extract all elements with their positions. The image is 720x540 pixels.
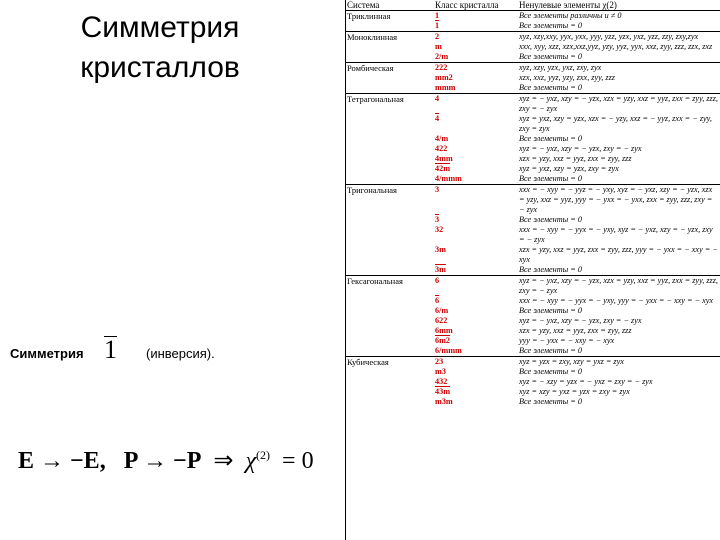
elements-cell: xzx = yzy, xxz = yyz, zxx = zyy, zzz [519, 154, 632, 163]
class-cell: 4 [435, 114, 440, 123]
elements-cell: Все элементы = 0 [519, 215, 582, 224]
elements-cell: xyz, xzy, yzx, yxz, zxy, zyx [517, 63, 720, 74]
table-row [345, 276, 720, 297]
table-row [345, 134, 720, 144]
class-cell: 3m [435, 265, 446, 274]
formula-chi: χ [245, 448, 257, 474]
system-cell: Ромбическая [345, 63, 433, 74]
elements-cell: xyz, xzy,xxy, yyx, yxx, yyy, yzz, yzx, yxz, yzz, zzy, zxy,zyx [517, 32, 720, 43]
table-row [345, 94, 720, 115]
table-row [345, 245, 720, 265]
elements-cell: xyz = xzy = yxz = yzx = zxy = zyx [519, 387, 630, 396]
system-cell: Тригональная [345, 185, 433, 216]
table-row [345, 154, 720, 164]
elements-cell: xyz = yxz, xzy = yzx, zxy = zyx [519, 164, 619, 173]
table-row [345, 225, 720, 245]
class-cell: 6/mmm [435, 346, 462, 355]
table-row [345, 367, 720, 377]
class-cell: 2 [433, 32, 517, 43]
table-row [345, 265, 720, 276]
table-row [345, 42, 720, 52]
table-row [345, 357, 720, 368]
elements-cell: Все элементы = 0 [519, 397, 582, 406]
class-cell: m [435, 42, 442, 51]
system-cell [345, 174, 433, 185]
table-row [345, 174, 720, 185]
table-body [345, 11, 720, 408]
slide-title [40, 8, 280, 88]
system-cell [345, 134, 433, 144]
inversion-text: (инверсия). [146, 346, 215, 361]
table-row [345, 387, 720, 397]
title-line-1: Симметрия [80, 11, 240, 44]
table-row [345, 164, 720, 174]
system-cell [345, 367, 433, 377]
table-row [345, 83, 720, 94]
class-cell: 4mm [435, 154, 453, 163]
class-cell: mmm [435, 83, 456, 92]
elements-cell: yyy = − yxx = − xxy = − xyx [519, 336, 615, 345]
system-cell [345, 21, 433, 32]
inversion-symbol [104, 335, 117, 365]
class-cell: 3 [435, 215, 440, 224]
elements-cell: Все элементы = 0 [519, 174, 582, 183]
system-cell: Кубическая [345, 357, 433, 368]
elements-cell: Все элементы = 0 [519, 21, 582, 30]
elements-cell: Все элементы различны и ≠ 0 [517, 11, 720, 22]
symmetry-label: Симметрия [10, 346, 84, 361]
elements-cell: xyz = yzx = zxy, xzy = yxz = zyx [517, 357, 720, 368]
table-row [345, 336, 720, 346]
class-cell: 4/m [435, 134, 449, 143]
elements-cell: Все элементы = 0 [519, 52, 582, 61]
system-cell [345, 42, 433, 52]
system-cell [345, 164, 433, 174]
class-cell: 42m [435, 164, 451, 173]
table-row [345, 21, 720, 32]
formula-part-1: E → −E, [18, 448, 106, 474]
system-cell: Триклинная [345, 11, 433, 22]
table-row [345, 144, 720, 154]
table-row [345, 185, 720, 216]
class-cell: m3 [435, 367, 446, 376]
class-cell: 1 [433, 11, 517, 22]
class-cell: 3 [433, 185, 517, 216]
class-cell: mm2 [435, 73, 453, 82]
table-row [345, 32, 720, 43]
elements-cell: xxx = − xyy = − yyx = − yxy, xyz = − yxz, xzy = − yzx, zxy = − zyx [519, 225, 713, 244]
title-line-2: кристаллов [80, 51, 240, 84]
table-row [345, 306, 720, 316]
symmetry-table-grid [345, 0, 720, 407]
table-row [345, 11, 720, 22]
elements-cell: Все элементы = 0 [519, 83, 582, 92]
elements-cell: xzx, xxz, yyz, yzy, zxx, zyy, zzz [519, 73, 615, 82]
system-cell [345, 83, 433, 94]
class-cell: 6 [433, 276, 517, 297]
elements-cell: xyz = − xzy = yzx = − yxz = zxy = − zyx [519, 377, 653, 386]
class-cell: 222 [433, 63, 517, 74]
class-cell: 6 [435, 296, 440, 305]
system-cell [345, 346, 433, 357]
header-class: Класс кристалла [433, 0, 517, 11]
table-row [345, 73, 720, 83]
class-cell: 422 [435, 144, 448, 153]
table-row [345, 215, 720, 225]
symmetry-formula [18, 446, 314, 475]
class-cell: 32 [435, 225, 444, 234]
elements-cell: xyz = yxz, xzy = yzx, xzx = − yzy, xxz = − yyz, zxx = − zyy, zxy = zyx [519, 114, 712, 133]
inversion-symbol-text: 1 [104, 335, 117, 364]
table-row [345, 63, 720, 74]
class-cell: 1 [435, 21, 440, 30]
elements-cell: Все элементы = 0 [519, 367, 582, 376]
elements-cell: Все элементы = 0 [519, 134, 582, 143]
system-cell: Тетрагональная [345, 94, 433, 115]
system-cell [345, 225, 433, 245]
class-cell: 6mm [435, 326, 453, 335]
elements-cell: Все элементы = 0 [519, 346, 582, 355]
system-cell [345, 154, 433, 164]
class-cell: 432 [435, 377, 448, 386]
header-system: Система [345, 0, 433, 11]
system-cell: Гексагональная [345, 276, 433, 297]
table-row [345, 326, 720, 336]
elements-cell: Все элементы = 0 [519, 306, 582, 315]
table-row [345, 346, 720, 357]
system-cell [345, 52, 433, 63]
elements-cell: xxx = − xyy = − yyz = − yxy, xyz = − yxz, xzy = − yzx, xzx = yzy, xxz = yyz, yyy = − yxx = − yxx, zxx = zyy, zzz, zxy = − zyx [517, 185, 720, 216]
system-cell [345, 326, 433, 336]
class-cell: 4/mmm [435, 174, 462, 183]
elements-cell: Все элементы = 0 [519, 265, 582, 274]
formula-chi-order: (2) [256, 448, 271, 462]
class-cell: m3m [435, 397, 453, 406]
elements-cell: xzx = yzy, xxz = yyz, zxx = zyy, zzz [519, 326, 632, 335]
system-cell [345, 296, 433, 306]
system-cell [345, 144, 433, 154]
system-cell [345, 397, 433, 407]
table-row [345, 316, 720, 326]
elements-cell: xyz = − yxz, xzy = − yzx, zxy = − zyx [519, 144, 642, 153]
system-cell [345, 265, 433, 276]
symmetry-table [345, 0, 720, 540]
class-cell: 4 [433, 94, 517, 115]
elements-cell: xzx = yzy, xxz = yyz, zxx = zyy, zzz, yyy = − yxx = − xxy = − xyx [519, 245, 718, 264]
system-cell [345, 306, 433, 316]
class-cell: 6m2 [435, 336, 451, 345]
system-cell [345, 377, 433, 387]
elements-cell: xyz = − yxz, xzy = − yzx, zxy = − zyx [519, 316, 642, 325]
elements-cell: xxx = − xyy = − yyx = − yxy, yyy = − yxx = − xxy = − xyx [519, 296, 714, 305]
table-row [345, 377, 720, 387]
system-cell [345, 387, 433, 397]
elements-cell: xyz = − yxz, xzy = − yzx, xzx = yzy, xxz = yyz, zxx = zyy, zzz, zxy = − zyx [517, 94, 720, 115]
system-cell [345, 316, 433, 326]
elements-cell: xyz = − yxz, xzy = − yzx, xzx = yzy, xxz = yyz, zxx = zyy, zzz, zxy = − zyx [517, 276, 720, 297]
system-cell [345, 215, 433, 225]
class-cell: 3m [435, 245, 446, 254]
system-cell [345, 114, 433, 134]
formula-rhs: = 0 [282, 448, 314, 474]
system-cell [345, 245, 433, 265]
table-row [345, 296, 720, 306]
system-cell: Моноклинная [345, 32, 433, 43]
table-row [345, 397, 720, 407]
class-cell: 6/m [435, 306, 449, 315]
system-cell [345, 73, 433, 83]
table-row [345, 114, 720, 134]
class-cell: 2/m [435, 52, 449, 61]
header-elements: Ненулевые элементы χ(2) [517, 0, 720, 11]
class-cell: 23 [433, 357, 517, 368]
table-header-row [345, 0, 720, 11]
class-cell: 622 [435, 316, 448, 325]
formula-implies: ⇒ [213, 448, 234, 474]
system-cell [345, 336, 433, 346]
elements-cell: xxx, xyy, xzz, xzx,xxz,yyz, yzy, yyz, yyx, xxz, zyy, zzz, zzx, zxz [519, 42, 713, 51]
table-row [345, 52, 720, 63]
formula-part-2: P → −P [123, 448, 202, 474]
class-cell: 43m [435, 387, 451, 396]
